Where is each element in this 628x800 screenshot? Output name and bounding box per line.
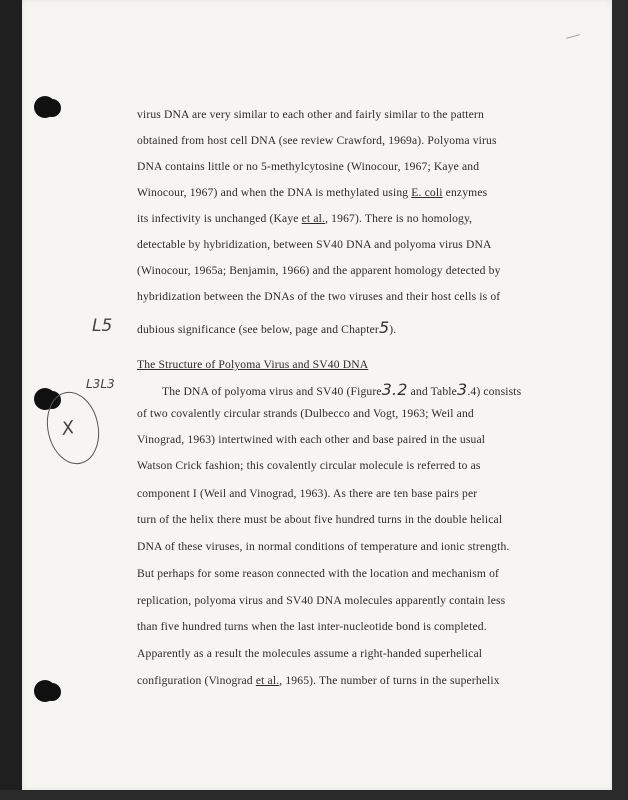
- handwritten-table-number: 3: [456, 380, 468, 399]
- text-line: Winocour, 1967) and when the DNA is methylated using E. coli enzymes: [137, 186, 488, 199]
- section-heading: The Structure of Polyoma Virus and SV40 DNA: [137, 358, 369, 371]
- text-line: (Winocour, 1965a; Benjamin, 1966) and the apparent homology detected by: [137, 264, 501, 277]
- text-line: The DNA of polyoma virus and SV40 (Figure3.2 and Table3.4) consists: [162, 380, 522, 399]
- text-line: obtained from host cell DNA (see review Crawford, 1969a). Polyoma virus: [137, 134, 497, 147]
- italic-term: E. coli: [411, 186, 443, 199]
- text-line: configuration (Vinograd et al., 1965). The number of turns in the superhelix: [137, 674, 500, 687]
- text-line: hybridization between the DNAs of the two viruses and their host cells is of: [137, 290, 501, 303]
- text-line: component I (Weil and Vinograd, 1963). As there are ten base pairs per: [137, 487, 478, 500]
- text-line: replication, polyoma virus and SV40 DNA molecules apparently contain less: [137, 594, 506, 607]
- text-line: DNA contains little or no 5-methylcytosine (Winocour, 1967; Kaye and: [137, 160, 480, 173]
- text-line: of two covalently circular strands (Dulbecco and Vogt, 1963; Weil and: [137, 407, 474, 420]
- punch-hole-top: [34, 96, 56, 118]
- text-line: DNA of these viruses, in normal conditions of temperature and ionic strength.: [137, 540, 510, 553]
- text-line: Apparently as a result the molecules assume a right-handed superhelical: [137, 647, 483, 660]
- margin-circle-mark: [44, 388, 106, 468]
- punch-hole-bottom: [34, 680, 56, 702]
- margin-note-l3l3: L3L3: [86, 377, 115, 391]
- scan-edge-bottom: [0, 790, 628, 800]
- text-line: than five hundred turns when the last inter-nucleotide bond is completed.: [137, 620, 487, 633]
- scan-edge-right: [612, 0, 628, 800]
- margin-note-l5: L5: [92, 316, 113, 336]
- handwritten-figure-number: 3.2: [381, 380, 408, 399]
- italic-term: et al.: [255, 674, 280, 687]
- text-line: turn of the helix there must be about five hundred turns in the double helical: [137, 513, 503, 526]
- text-line: Watson Crick fashion; this covalently circular molecule is referred to as: [137, 459, 481, 472]
- text-line: But perhaps for some reason connected with the location and mechanism of: [137, 567, 500, 580]
- margin-circle-x: X: [60, 417, 77, 440]
- text-line: dubious significance (see below, page and Chapter5).: [137, 318, 397, 337]
- text-line: its infectivity is unchanged (Kaye et al., 1967). There is no homology,: [137, 212, 473, 225]
- text-line: detectable by hybridization, between SV40 DNA and polyoma virus DNA: [137, 238, 492, 251]
- handwritten-chapter-number: 5: [378, 318, 390, 337]
- text-line: virus DNA are very similar to each other and fairly similar to the pattern: [137, 108, 484, 121]
- italic-term: et al.: [301, 212, 326, 225]
- text-line: Vinograd, 1963) intertwined with each other and base paired in the usual: [137, 433, 486, 446]
